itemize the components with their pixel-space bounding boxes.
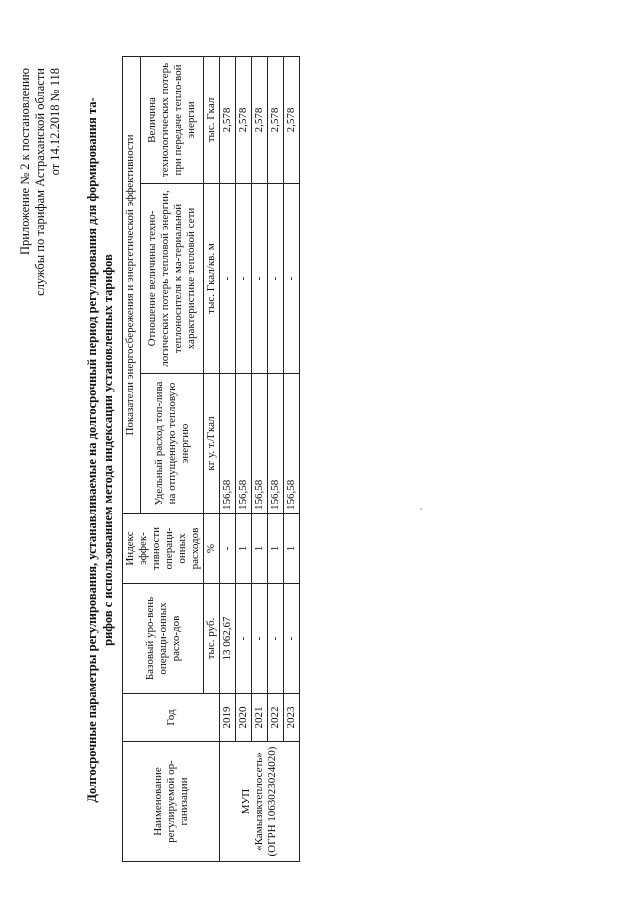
unit-efficiency-index: % (204, 514, 220, 584)
cell-fuel-rate: 156,58 (268, 374, 284, 514)
parameters-table (122, 56, 300, 862)
table-row (284, 56, 300, 861)
cell-fuel-rate: 156,58 (252, 374, 268, 514)
unit-loss-ratio: тыс. Гкал/кв. м (204, 184, 220, 374)
header-loss-ratio: Отношение величины техно-логических потерь тепловой энергии, теплоносителя к ма-териальной характеристике тепловой сети (141, 184, 204, 374)
cell-base-level: - (236, 584, 252, 694)
cell-efficiency-index: 1 (236, 514, 252, 584)
document-title (84, 60, 116, 840)
table-row (236, 56, 252, 861)
header-fuel-rate: Удельный расход топ-лива на отпущенную тепловую энергию (141, 374, 204, 514)
cell-efficiency-index: 1 (284, 514, 300, 584)
cell-tech-losses: 2,578 (220, 56, 236, 183)
header-base-level: Базовый уро-вень операци-онных расхо-дов (123, 584, 204, 694)
cell-efficiency-index: - (220, 514, 236, 584)
cell-tech-losses: 2,578 (268, 56, 284, 183)
cell-efficiency-index: 1 (268, 514, 284, 584)
appendix-line: службы по тарифам Астраханской области (33, 68, 47, 296)
cell-tech-losses: 2,578 (252, 56, 268, 183)
cell-loss-ratio: - (252, 184, 268, 374)
cell-fuel-rate: 156,58 (220, 374, 236, 514)
cell-year: 2023 (284, 694, 300, 742)
header-tech-losses: Величина технологических потерь при передаче тепло-вой энергии (141, 56, 204, 183)
rotated-page (0, 20, 640, 880)
cell-base-level: - (252, 584, 268, 694)
header-efficiency-index: Индекс эффек-тивности операци-онных расходов (123, 514, 204, 584)
unit-fuel-rate: кг у. т./Гкал (204, 374, 220, 514)
header-year: Год (123, 694, 220, 742)
cell-tech-losses: 2,578 (284, 56, 300, 183)
organization-name: МУП «Камызяктеплосеть» (ОГРН 1063023024020) (220, 742, 300, 862)
cell-loss-ratio: - (284, 184, 300, 374)
cell-base-level: - (268, 584, 284, 694)
appendix-line: Приложение № 2 к постановлению (18, 68, 32, 255)
cell-base-level: - (284, 584, 300, 694)
unit-base-level: тыс. руб. (204, 584, 220, 694)
table-row (268, 56, 284, 861)
title-line: рифов с использованием метода индексации установленных тарифов (101, 254, 115, 646)
appendix-line: от 14.12.2018 № 118 (48, 68, 62, 176)
header-indicators-group: Показатели энергосбережения и энергетической эффективности (123, 56, 141, 513)
cell-year: 2019 (220, 694, 236, 742)
cell-fuel-rate: 156,58 (284, 374, 300, 514)
cell-tech-losses: 2,578 (236, 56, 252, 183)
cell-year: 2021 (252, 694, 268, 742)
unit-tech-losses: тыс. Гкал (204, 56, 220, 183)
cell-base-level: 13 062,67 (220, 584, 236, 694)
cell-year: 2022 (268, 694, 284, 742)
cell-loss-ratio: - (268, 184, 284, 374)
header-org-name: Наименование регулируемой ор-ганизации (123, 742, 220, 862)
cell-fuel-rate: 156,58 (236, 374, 252, 514)
cell-year: 2020 (236, 694, 252, 742)
title-line: Долгосрочные параметры регулирования, устанавливаемые на долгосрочный период регулирования для формирования та- (85, 97, 99, 803)
appendix-note (18, 68, 63, 296)
cell-loss-ratio: - (220, 184, 236, 374)
scan-speck (420, 508, 422, 510)
cell-efficiency-index: 1 (252, 514, 268, 584)
table-row (220, 56, 236, 861)
header-row (123, 56, 141, 861)
table-row (252, 56, 268, 861)
cell-loss-ratio: - (236, 184, 252, 374)
